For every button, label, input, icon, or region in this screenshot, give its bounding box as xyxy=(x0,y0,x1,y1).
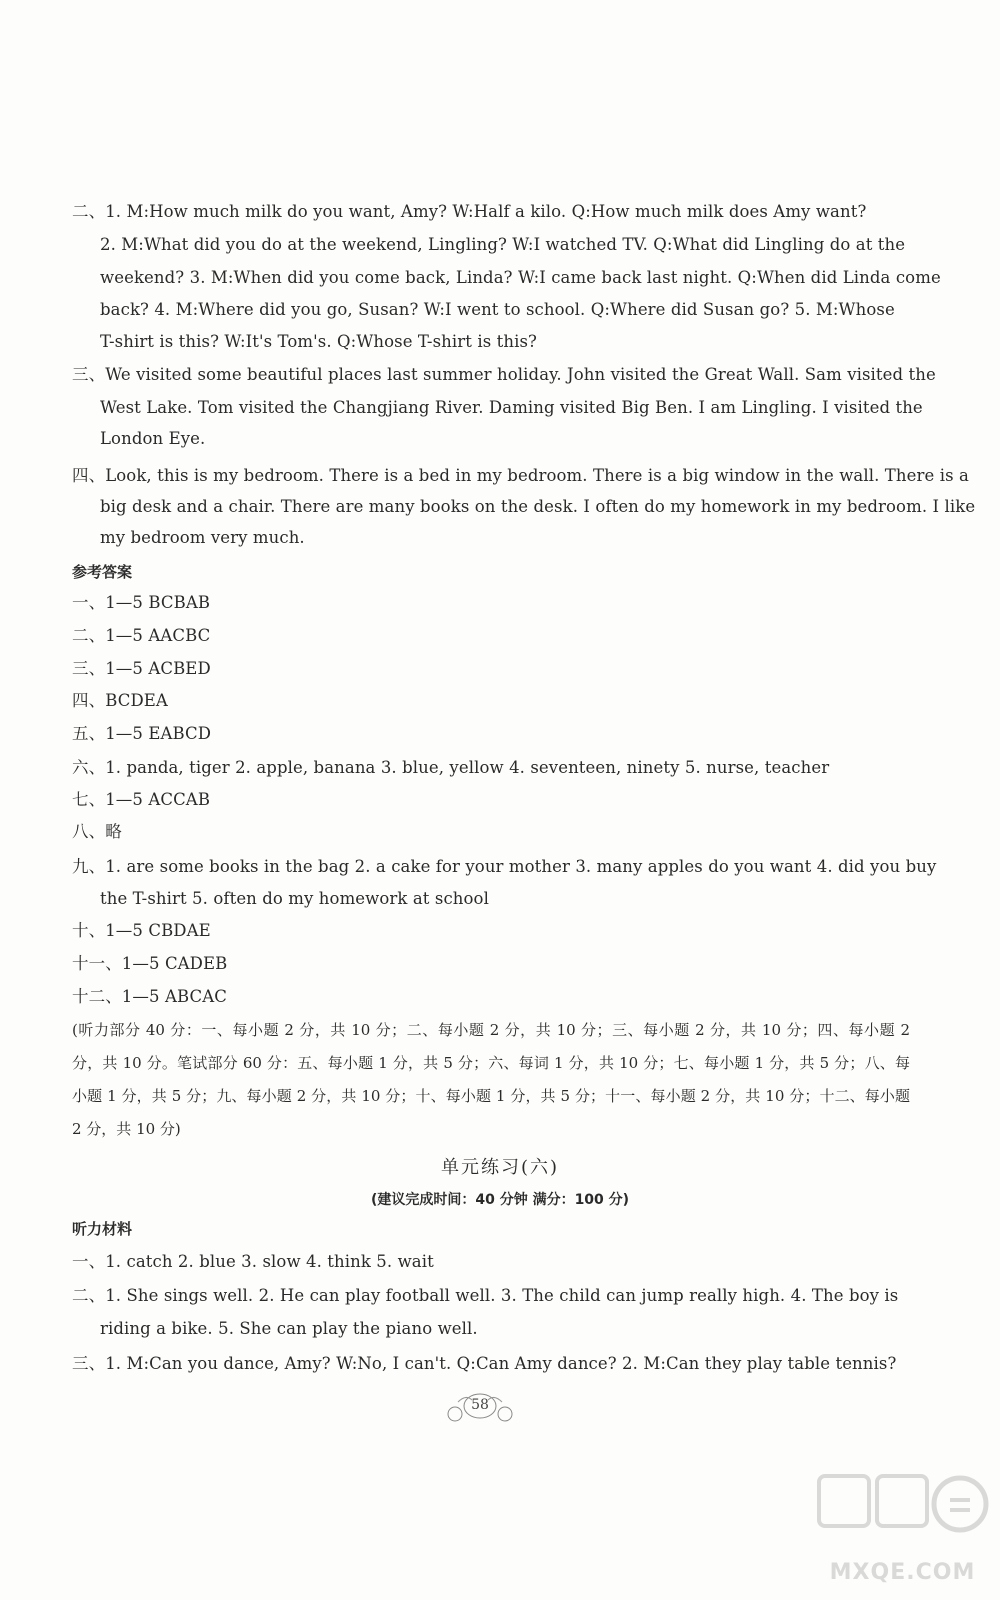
answers-heading: 参考答案 xyxy=(72,563,133,581)
answer-item-10: 十、1—5 CBDAE xyxy=(72,921,211,940)
answer-item-5: 五、1—5 EABCD xyxy=(72,724,212,743)
answer-item-3: 三、1—5 ACBED xyxy=(72,659,211,678)
transcript-part3-line1: 三、We visited some beautiful places last summer holiday. John visited the Great Wall. Sam visited the xyxy=(72,365,936,384)
page-number xyxy=(444,1392,516,1424)
unit6-part2-line1: 二、1. She sings well. 2. He can play football well. 3. The child can jump really high. 4. The boy is xyxy=(72,1286,899,1305)
answer-item-6: 六、1. panda, tiger 2. apple, banana 3. blue, yellow 4. seventeen, ninety 5. nurse, teacher xyxy=(72,758,830,777)
answer-item-9-line2: the T-shirt 5. often do my homework at school xyxy=(100,889,489,908)
unit-subtitle: (建议完成时间：40 分钟 满分：100 分) xyxy=(370,1192,630,1208)
transcript-part2-line5: T-shirt is this? W:It's Tom's. Q:Whose T-shirt is this? xyxy=(100,332,537,351)
transcript-part2-line1: 二、1. M:How much milk do you want, Amy? W:Half a kilo. Q:How much milk does Amy want? xyxy=(72,202,867,221)
answer-item-12: 十二、1—5 ABCAC xyxy=(72,987,227,1006)
unit6-part1: 一、1. catch 2. blue 3. slow 4. think 5. wait xyxy=(72,1252,434,1271)
watermark-site: MXQE.COM xyxy=(829,1560,976,1585)
unit-title: 单元练习(六) xyxy=(440,1157,560,1178)
answer-item-7: 七、1—5 ACCAB xyxy=(72,790,211,809)
transcript-part4-line1: 四、Look, this is my bedroom. There is a bed in my bedroom. There is a big window in the wall. There is a xyxy=(72,466,969,485)
transcript-part4-line2: big desk and a chair. There are many books on the desk. I often do my homework in my bedroom. I like xyxy=(100,497,976,516)
transcript-part2-line4: back? 4. M:Where did you go, Susan? W:I went to school. Q:Where did Susan go? 5. M:Whose xyxy=(100,300,895,319)
answer-item-1: 一、1—5 BCBAB xyxy=(72,593,211,612)
answer-item-2: 二、1—5 AACBC xyxy=(72,626,211,645)
unit6-part2-line2: riding a bike. 5. She can play the piano well. xyxy=(100,1319,478,1338)
scoring-note: (听力部分 40 分：一、每小题 2 分，共 10 分；二、每小题 2 分，共 10 分；三、每小题 2 分，共 10 分；四、每小题 2 分，共 10 分。笔试部分 60 分：五、每小题 1 分，共 5 分；六、每词 1 分，共 10 分；七、每小题 1 分，共 5 分；八、每小题 1 分，共 5 分；九、每小题 2 分，共 10 分；十、每小题 1 分，共 5 分；十一、每小题 2 分，共 10 分；十二、每小题 2 分，共 10 分) xyxy=(72,1021,910,1138)
answer-item-8: 八、略 xyxy=(72,822,122,841)
transcript-part4-line3: my bedroom very much. xyxy=(100,528,305,547)
answer-item-4: 四、BCDEA xyxy=(72,691,168,710)
answer-item-11: 十一、1—5 CADEB xyxy=(72,954,228,973)
watermark xyxy=(815,1470,990,1595)
watermark-logo-icon xyxy=(815,1470,990,1555)
transcript-part2-line2: 2. M:What did you do at the weekend, Lingling? W:I watched TV. Q:What did Lingling do at the xyxy=(100,235,906,254)
listening-heading: 听力材料 xyxy=(72,1220,133,1238)
answer-item-9-line1: 九、1. are some books in the bag 2. a cake for your mother 3. many apples do you want 4. did you buy xyxy=(72,857,937,876)
transcript-part2-line3: weekend? 3. M:When did you come back, Linda? W:I came back last night. Q:When did Linda come xyxy=(100,268,941,287)
unit6-part3-line1: 三、1. M:Can you dance, Amy? W:No, I can't. Q:Can Amy dance? 2. M:Can they play table tennis? xyxy=(72,1354,897,1373)
transcript-part3-line3: London Eye. xyxy=(100,429,206,448)
page-number-text: 58 xyxy=(471,1397,489,1413)
transcript-part3-line2: West Lake. Tom visited the Changjiang River. Daming visited Big Ben. I am Lingling. I visited the xyxy=(100,398,923,417)
